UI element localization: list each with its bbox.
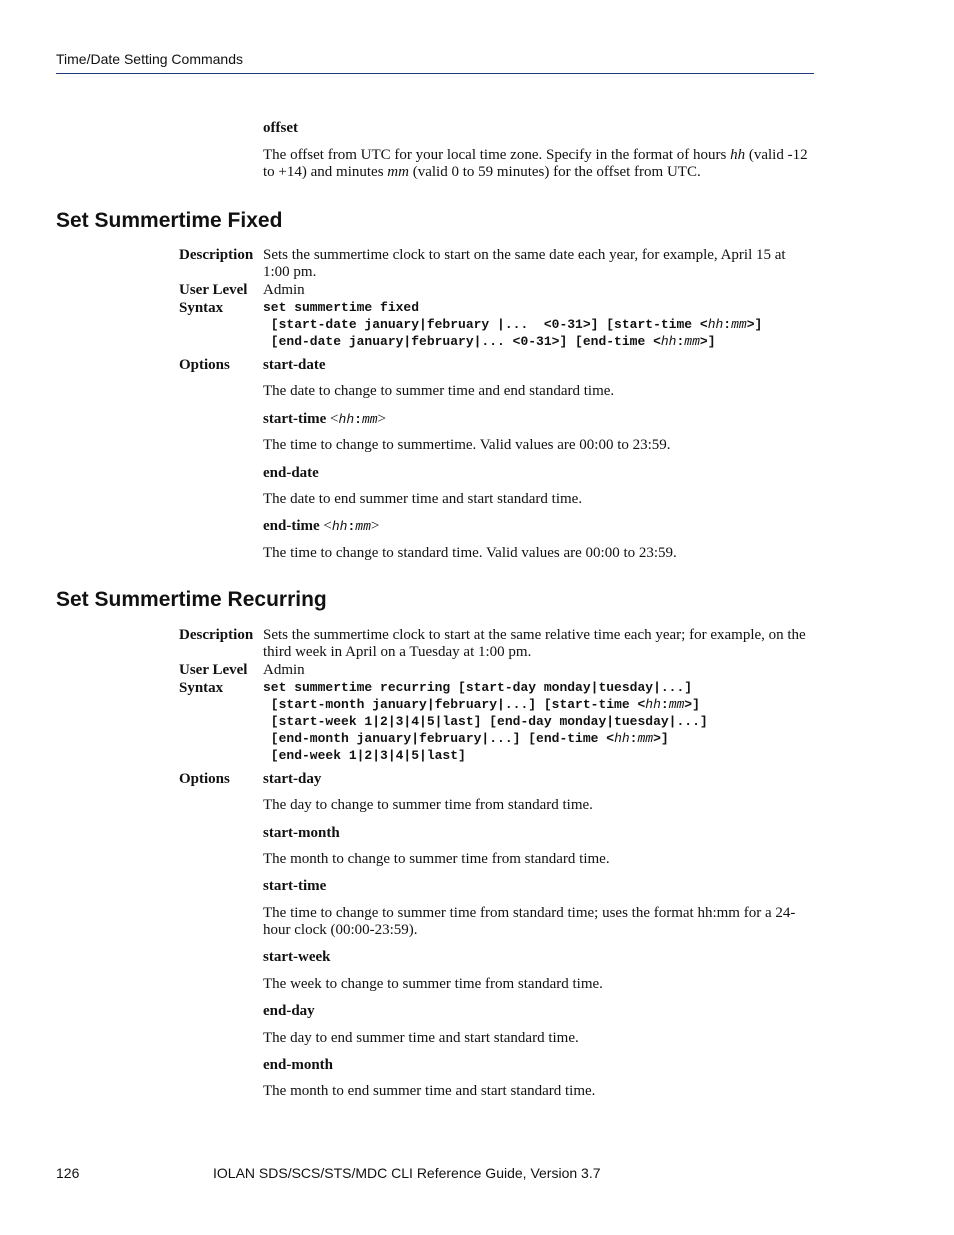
recurring-syntax-line: [start-week 1|2|3|4|5|last] [end-day monday|tuesday|...]	[263, 714, 708, 729]
fixed-option-name: start-time <hh:mm>	[263, 411, 387, 427]
label-syntax: Syntax	[179, 680, 224, 696]
option-offset-name: offset	[263, 120, 298, 136]
fixed-option-name: start-date	[263, 357, 326, 373]
header-rule	[56, 73, 814, 74]
recurring-option-name: start-time	[263, 878, 327, 894]
recurring-option-desc: The time to change to summer time from standard time; uses the format hh:mm for a 24-hour clock (00:00-23:59).	[263, 905, 796, 938]
recurring-option-desc: The day to end summer time and start standard time.	[263, 1030, 579, 1046]
label-syntax: Syntax	[179, 300, 224, 316]
fixed-syntax-line: set summertime fixed	[263, 300, 420, 315]
recurring-option-name: end-day	[263, 1003, 315, 1019]
recurring-option-desc: The month to change to summer time from standard time.	[263, 851, 610, 867]
fixed-syntax-line: [start-date january|february |... <0-31>] [start-time <hh:mm>]	[263, 317, 763, 332]
recurring-syntax-line: [start-month january|february|...] [start-time <hh:mm>]	[263, 697, 700, 712]
recurring-option-desc: The day to change to summer time from standard time.	[263, 797, 593, 813]
recurring-option-desc: The month to end summer time and start standard time.	[263, 1083, 596, 1099]
label-options: Options	[179, 357, 230, 373]
fixed-syntax-line: [end-date january|february|... <0-31>] [end-time <hh:mm>]	[263, 334, 716, 349]
recurring-option-desc: The week to change to summer time from standard time.	[263, 976, 603, 992]
label-description: Description	[179, 247, 254, 263]
fixed-option-name: end-date	[263, 465, 319, 481]
fixed-option-desc: The date to change to summer time and end standard time.	[263, 383, 615, 399]
guide-title: IOLAN SDS/SCS/STS/MDC CLI Reference Guide, Version 3.7	[213, 1165, 601, 1181]
fixed-option-desc: The time to change to summertime. Valid values are 00:00 to 23:59.	[263, 437, 671, 453]
recurring-syntax-line: set summertime recurring [start-day monday|tuesday|...]	[263, 680, 693, 695]
recurring-syntax-line: [end-week 1|2|3|4|5|last]	[263, 748, 466, 763]
fixed-description: Sets the summertime clock to start on the same date each year, for example, April 15 at 1:00 pm.	[263, 247, 786, 280]
recurring-option-name: start-week	[263, 949, 331, 965]
recurring-option-name: start-month	[263, 825, 340, 841]
section-title-fixed: Set Summertime Fixed	[56, 209, 283, 232]
label-user-level: User Level	[179, 662, 248, 678]
running-header: Time/Date Setting Commands	[56, 51, 243, 67]
recurring-option-name: end-month	[263, 1057, 334, 1073]
page-number: 126	[56, 1165, 80, 1181]
recurring-description: Sets the summertime clock to start at the same relative time each year; for example, on the third week in April on a Tuesday at 1:00 pm.	[263, 627, 806, 660]
recurring-user-level: Admin	[263, 662, 305, 678]
fixed-option-name: end-time <hh:mm>	[263, 518, 380, 534]
recurring-option-name: start-day	[263, 771, 322, 787]
section-title-recurring: Set Summertime Recurring	[56, 588, 327, 611]
option-offset-desc: The offset from UTC for your local time zone. Specify in the format of hours hh (valid -12 to +14) and minutes mm (valid 0 to 59 minutes) for the offset from UTC.	[263, 147, 808, 180]
label-user-level: User Level	[179, 282, 248, 298]
label-options: Options	[179, 771, 230, 787]
fixed-user-level: Admin	[263, 282, 305, 298]
label-description: Description	[179, 627, 254, 643]
fixed-option-desc: The date to end summer time and start standard time.	[263, 491, 583, 507]
fixed-option-desc: The time to change to standard time. Valid values are 00:00 to 23:59.	[263, 545, 677, 561]
recurring-syntax-line: [end-month january|february|...] [end-time <hh:mm>]	[263, 731, 669, 746]
